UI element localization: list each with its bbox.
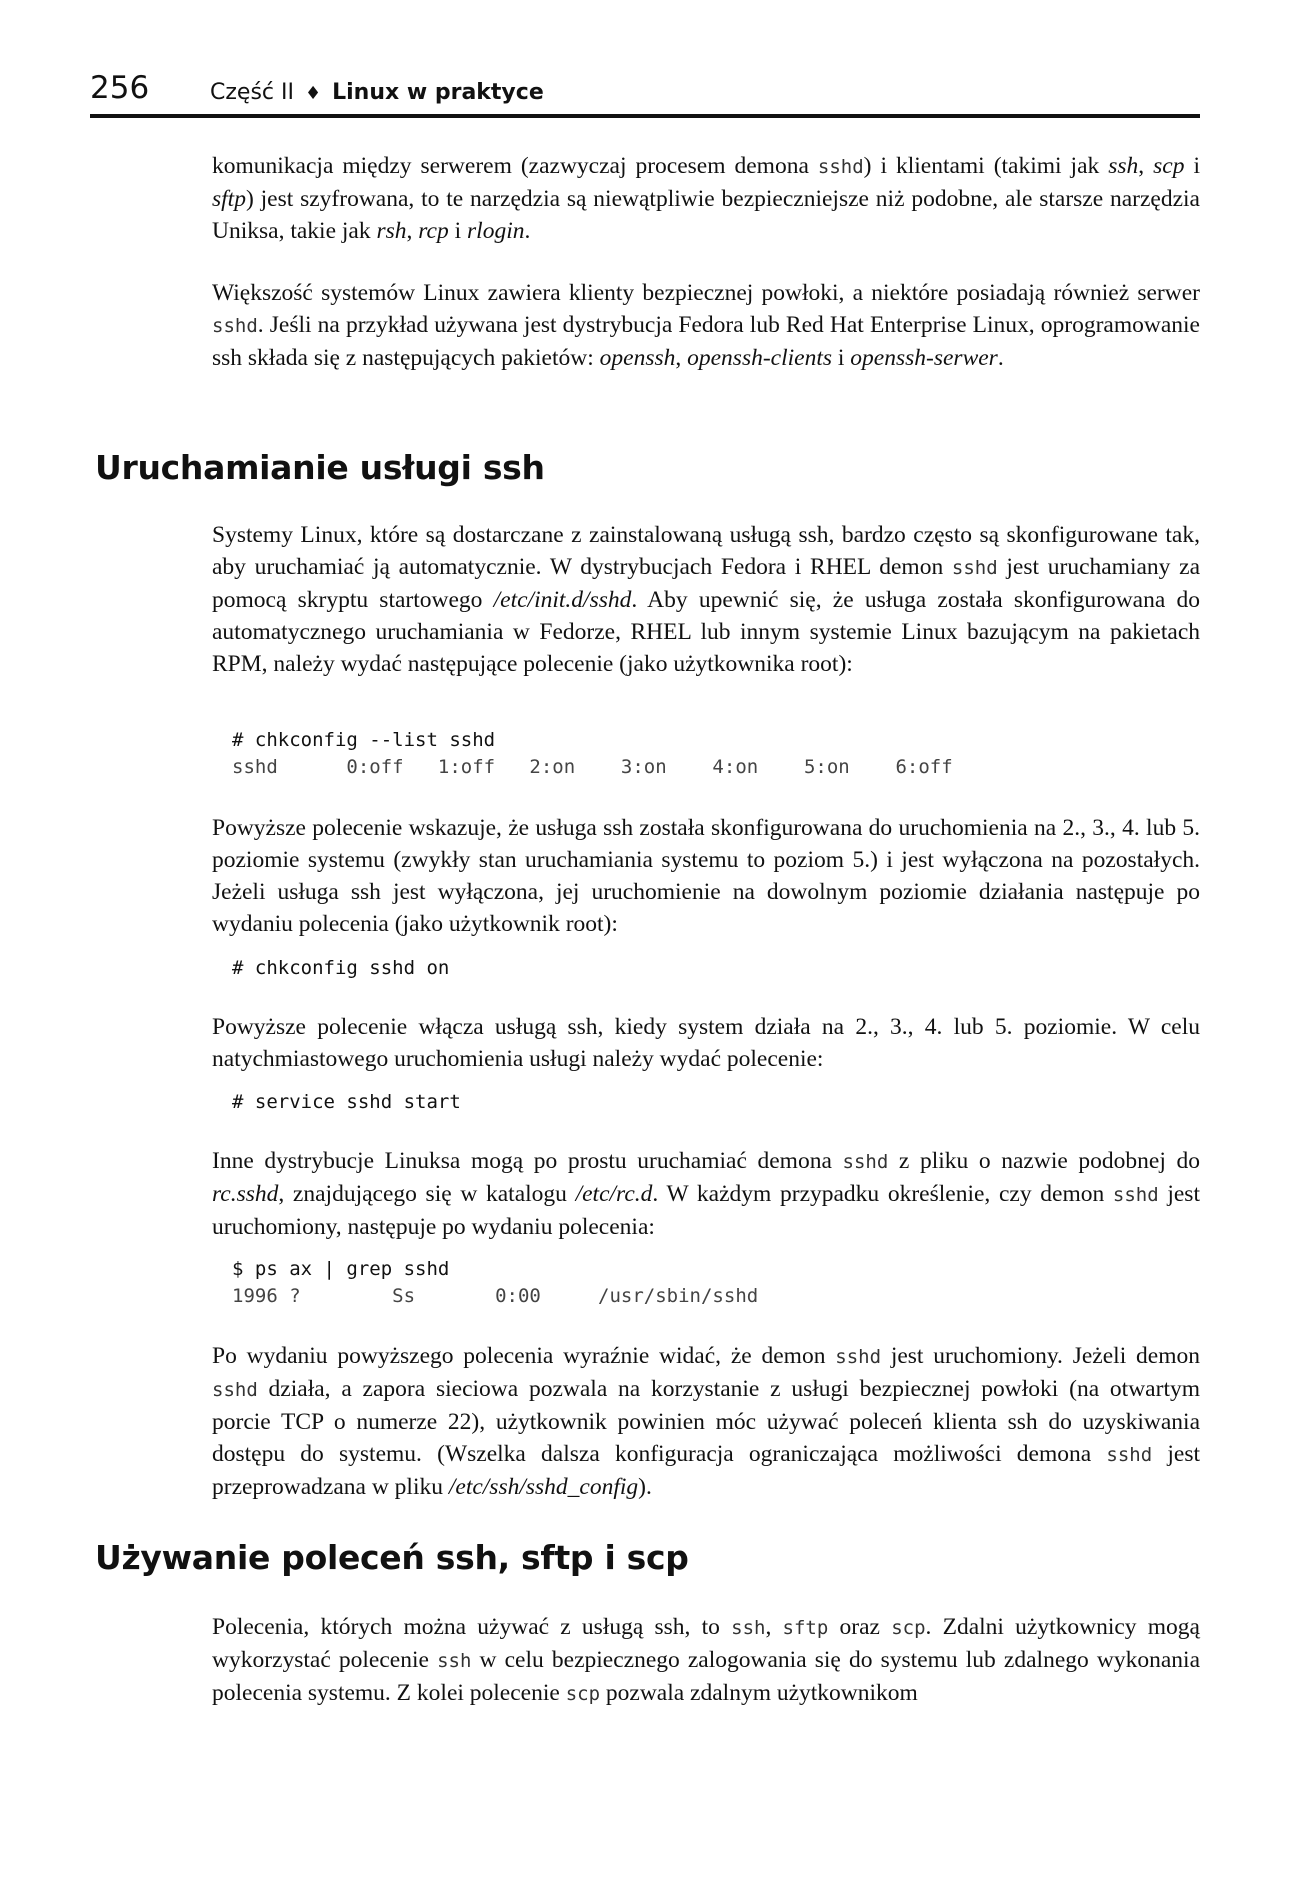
text-run: . xyxy=(524,218,531,244)
italic-term: ssh xyxy=(1108,153,1139,179)
code-command: # chkconfig --list sshd xyxy=(232,729,496,751)
text-run: ) jest szyfrowana, to te narzędzia są niewątpliwie bezpieczniejsze niż podobne, ale starsze narzędzia Uniksa, takie jak xyxy=(212,186,1200,244)
paragraph xyxy=(212,150,1200,247)
inline-code: sshd xyxy=(842,1151,889,1173)
text-run: , xyxy=(765,1614,783,1640)
text-run: działa, a zapora sieciowa pozwala na korzystanie z usługi bezpiecznej powłoki (na otwartym porcie TCP o numerze 22), użytkownik powinien móc używać poleceń klienta ssh do uzyskiwania dostępu do systemu. (Wszelka dalsza konfiguracja ograniczająca możliwości demona xyxy=(212,1376,1200,1467)
text-run: jest przeprowadzana w pliku xyxy=(212,1441,1200,1500)
text-run: . Zdalni użytkownicy mogą wykorzystać polecenie xyxy=(212,1614,1200,1673)
text-run: w celu bezpiecznego zalogowania się do systemu lub zdalnego wykonania polecenia systemu. Z kolei polecenie xyxy=(212,1647,1200,1706)
italic-term: openssh-serwer xyxy=(850,345,998,371)
paragraph xyxy=(212,1340,1200,1503)
paragraph xyxy=(212,812,1200,940)
text-run: Powyższe polecenie wskazuje, że usługa ssh została skonfigurowana do uruchomienia na 2., 3., 4. lub 5. poziomie systemu (zwykły stan uruchamiania systemu to poziom 5.) i jest wyłączona na pozostałych. Jeżeli usługa ssh jest wyłączona, jej uruchomienie na dowolnym poziomie działania następuje po wydaniu polecenia (jako użytkownik root): xyxy=(212,815,1200,937)
paragraph xyxy=(212,519,1200,680)
italic-term: openssh xyxy=(599,345,676,371)
paragraph xyxy=(212,1611,1200,1710)
inline-code: scp xyxy=(565,1683,601,1705)
text-run: Powyższe polecenie włącza usługą ssh, kiedy system działa na 2., 3., 4. lub 5. poziomie. W celu natychmiastowego uruchomienia usługi należy wydać polecenie: xyxy=(212,1014,1200,1072)
inline-code: sshd xyxy=(951,557,998,579)
paragraph xyxy=(212,1011,1200,1075)
italic-term: openssh-clients xyxy=(687,345,833,371)
italic-term: rcp xyxy=(418,218,449,244)
code-block xyxy=(232,1089,461,1116)
paragraph xyxy=(212,277,1200,374)
inline-code: sshd xyxy=(817,156,864,178)
italic-term: sftp xyxy=(212,186,246,212)
text-run: Polecenia, których można używać z usługą ssh, to xyxy=(212,1614,732,1640)
page-number: 256 xyxy=(90,70,150,106)
section-heading: Uruchamianie usługi ssh xyxy=(95,448,545,487)
text-run: i xyxy=(832,345,851,371)
text-run: z pliku o nazwie podobnej do xyxy=(888,1148,1200,1174)
text-run: ) i klientami (takimi jak xyxy=(863,153,1109,179)
inline-code: sshd xyxy=(212,1379,258,1401)
text-run: Systemy Linux, które są dostarczane z zainstalowaną usługą ssh, bardzo często są skonfigurowane tak, aby uruchamiać ją automatycznie. W dystrybucjach Fedora i RHEL demon xyxy=(212,522,1200,580)
text-run: i xyxy=(448,218,468,244)
text-run: , xyxy=(675,345,688,371)
text-run: i xyxy=(1184,153,1200,179)
inline-code: sshd xyxy=(1106,1444,1153,1466)
inline-code: sshd xyxy=(835,1346,882,1368)
text-run: pozwala zdalnym użytkownikom xyxy=(600,1680,918,1706)
code-block xyxy=(232,727,953,781)
code-output: sshd 0:off 1:off 2:on 3:on 4:on 5:on 6:off xyxy=(232,756,953,778)
text-run: jest uruchomiony. Jeżeli demon xyxy=(881,1343,1200,1369)
text-run: ). xyxy=(638,1474,652,1500)
text-run: . xyxy=(997,345,1004,371)
code-command: $ ps ax | grep sshd xyxy=(232,1258,450,1280)
code-block xyxy=(232,1256,758,1310)
diamond-separator: ♦ xyxy=(304,83,322,104)
code-command: # service sshd start xyxy=(232,1091,461,1113)
running-header xyxy=(90,68,1200,118)
text-run: . Jeśli na przykład używana jest dystrybucja Fedora lub Red Hat Enterprise Linux, oprogramowanie ssh składa się z następujących pakietów: xyxy=(212,312,1200,371)
part-label: Część II xyxy=(210,80,294,105)
italic-term: rlogin xyxy=(467,218,525,244)
running-title xyxy=(210,80,544,105)
italic-term: /etc/ssh/sshd_config xyxy=(448,1474,639,1500)
inline-code: ssh xyxy=(437,1650,472,1672)
text-run: . W każdym przypadku określenie, czy demon xyxy=(652,1181,1113,1207)
text-run: , xyxy=(1138,153,1154,179)
code-command: # chkconfig sshd on xyxy=(232,957,450,979)
italic-term: scp xyxy=(1153,153,1185,179)
paragraph xyxy=(212,1145,1200,1243)
text-run: oraz xyxy=(828,1614,892,1640)
text-run: , znajdującego się w katalogu xyxy=(278,1181,576,1207)
inline-code: scp xyxy=(891,1617,926,1639)
inline-code: sftp xyxy=(782,1617,829,1639)
inline-code: ssh xyxy=(731,1617,766,1639)
inline-code: sshd xyxy=(212,315,258,337)
italic-term: /etc/init.d/sshd xyxy=(493,587,632,613)
section-heading: Używanie poleceń ssh, sftp i scp xyxy=(95,1538,689,1577)
italic-term: rsh xyxy=(376,218,407,244)
italic-term: /etc/rc.d xyxy=(575,1181,653,1207)
text-run: Inne dystrybucje Linuksa mogą po prostu uruchamiać demona xyxy=(212,1148,843,1174)
chapter-title: Linux w praktyce xyxy=(332,80,544,105)
inline-code: sshd xyxy=(1112,1184,1159,1206)
code-block xyxy=(232,955,449,982)
italic-term: rc.sshd xyxy=(212,1181,279,1207)
text-run: jest uruchamiany za pomocą skryptu startowego xyxy=(212,554,1200,613)
code-output: 1996 ? Ss 0:00 /usr/sbin/sshd xyxy=(232,1285,759,1307)
text-run: jest uruchomiony, następuje po wydaniu polecenia: xyxy=(212,1181,1200,1240)
text-run: . Aby upewnić się, że usługa została skonfigurowana do automatycznego uruchamiania w Fedorze, RHEL lub innym systemie Linux bazującym na pakietach RPM, należy wydać następujące polecenie (jako użytkownika root): xyxy=(212,587,1200,677)
text-run: , xyxy=(406,218,419,244)
text-run: Po wydaniu powyższego polecenia wyraźnie widać, że demon xyxy=(212,1343,836,1369)
text-run: komunikacja między serwerem (zazwyczaj procesem demona xyxy=(212,153,818,179)
text-run: Większość systemów Linux zawiera klienty bezpiecznej powłoki, a niektóre posiadają również serwer xyxy=(212,280,1200,306)
